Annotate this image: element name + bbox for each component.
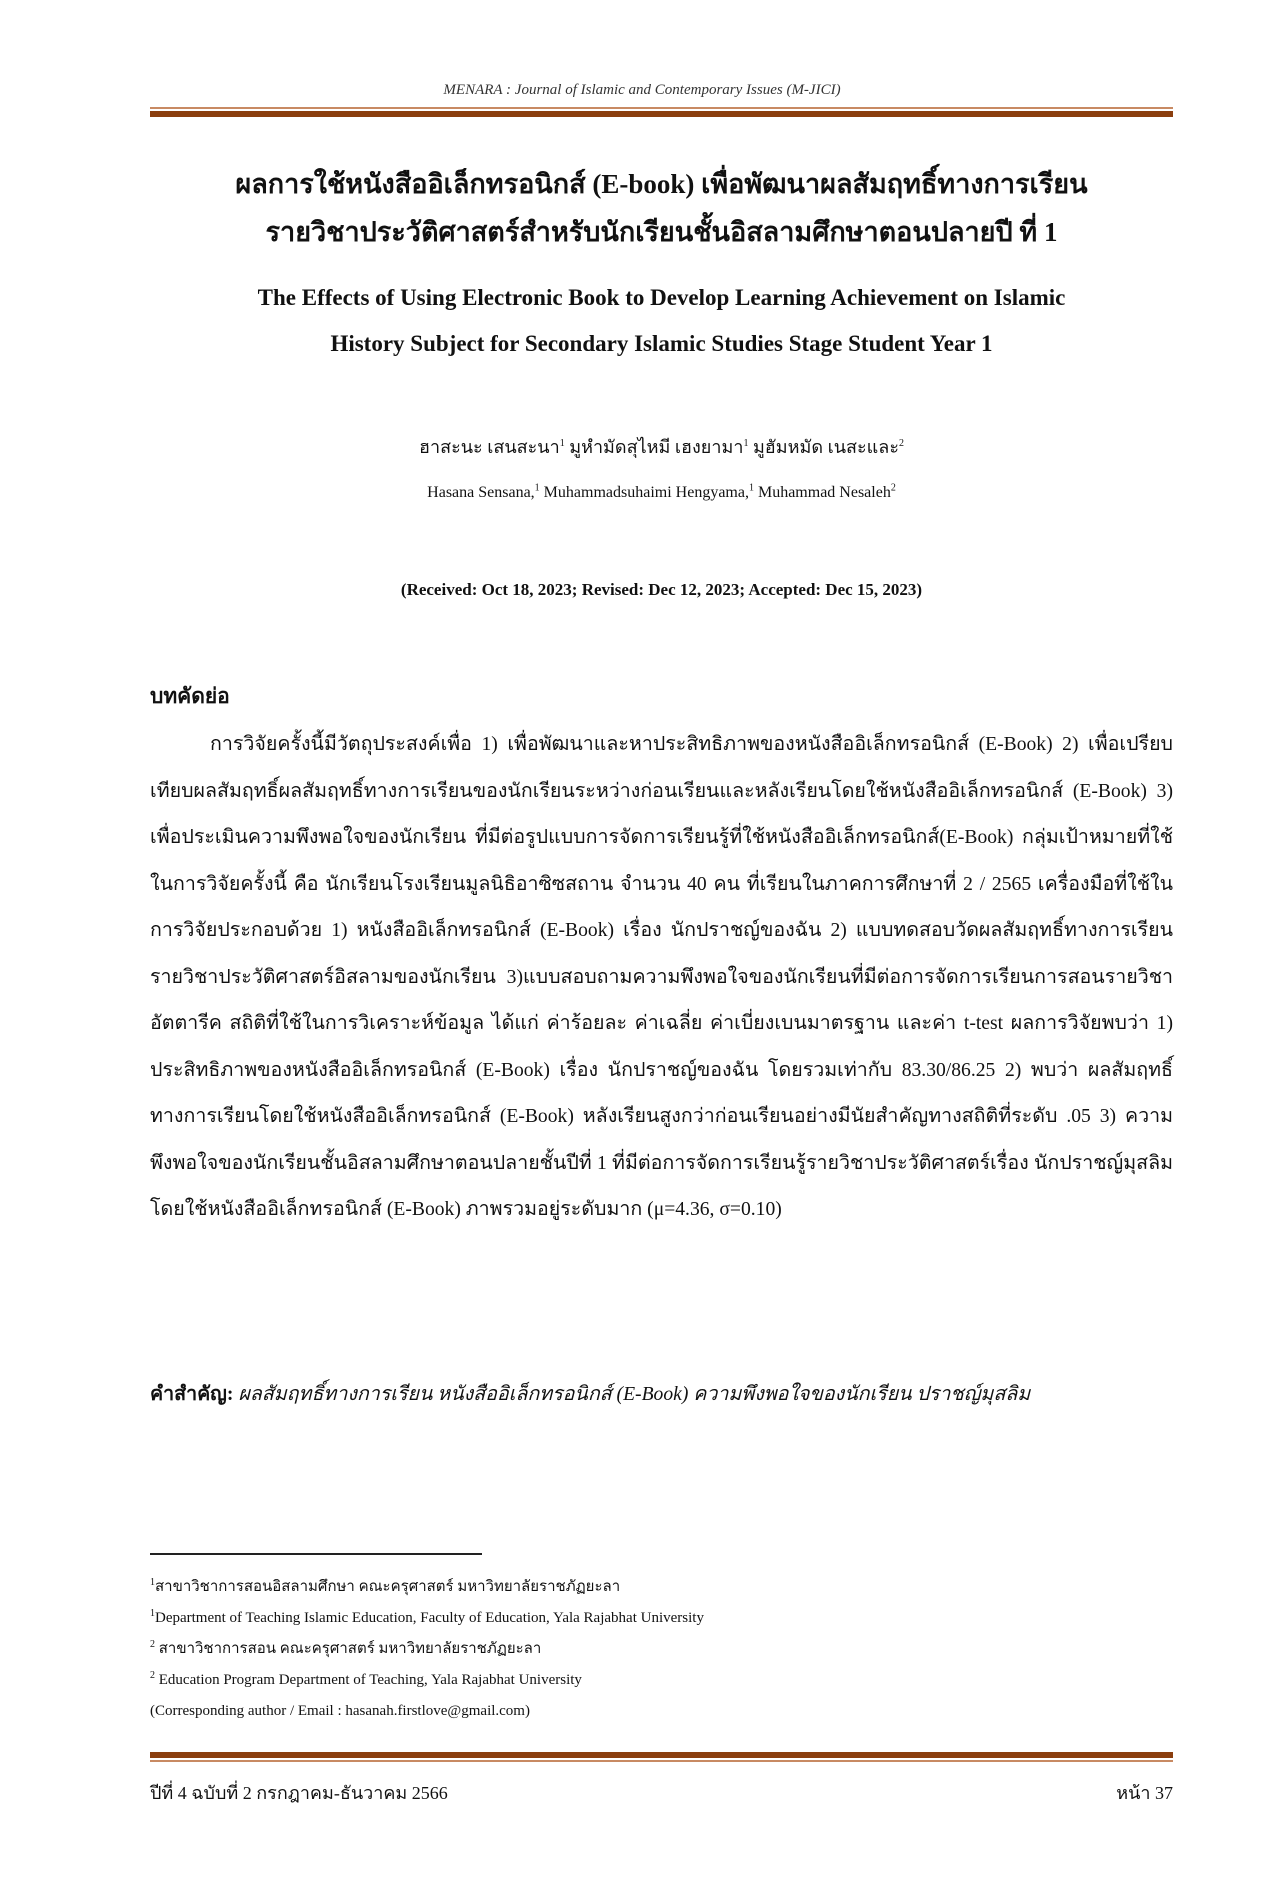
author-name: Muhammad Nesaleh [757, 484, 891, 501]
author-name: มูฮัมหมัด เนสะและ [752, 437, 899, 457]
title-english-line2: History Subject for Secondary Islamic Studies Stage Student Year 1 [330, 331, 993, 356]
footnote-separator [150, 1553, 482, 1555]
author-name: มูหำมัดสุไหมี เฮงยามา [569, 437, 744, 457]
affiliation-marker: 1 [743, 438, 749, 449]
affiliation-marker: 1 [559, 438, 565, 449]
keywords-text: ผลสัมฤทธิ์ทางการเรียน หนังสืออิเล็กทรอนิกส์ (E-Book) ความพึงพอใจของนักเรียน ปราชญ์มุสลิม [238, 1384, 1031, 1405]
running-head: MENARA : Journal of Islamic and Contemporary Issues (M-JICI) [443, 82, 841, 98]
affiliation-marker: 1 [748, 482, 754, 494]
title-thai-line1: ผลการใช้หนังสืออิเล็กทรอนิกส์ (E-book) เพื่อพัฒนาผลสัมฤทธิ์ทางการเรียน [235, 169, 1088, 199]
authors-thai [150, 432, 1173, 461]
footnote [150, 1665, 1173, 1696]
header-rule [150, 107, 1173, 117]
footnote-text: สาขาวิชาการสอน คณะครุศาสตร์ มหาวิทยาลัยราชภัฏยะลา [155, 1641, 542, 1657]
title-english [150, 275, 1173, 367]
footnote-text: Education Program Department of Teaching, Yala Rajabhat University [155, 1672, 582, 1688]
author-name: Hasana Sensana, [427, 484, 535, 501]
issue-info: ปีที่ 4 ฉบับที่ 2 กรกฎาคม-ธันวาคม 2566 [150, 1783, 448, 1803]
corresponding-author: (Corresponding author / Email : hasanah.firstlove@gmail.com) [150, 1703, 530, 1719]
footnote-marker: 1 [150, 1577, 155, 1588]
author-name: Muhammadsuhaimi Hengyama, [543, 484, 749, 501]
submission-dates: (Received: Oct 18, 2023; Revised: Dec 12, 2023; Accepted: Dec 15, 2023) [400, 580, 923, 599]
page-number: หน้า 37 [1116, 1783, 1173, 1803]
title-english-line1: The Effects of Using Electronic Book to Develop Learning Achievement on Islamic [257, 285, 1066, 310]
footnote-marker: 2 [150, 1670, 155, 1681]
author-name: ฮาสะนะ เสนสะนา [418, 437, 560, 457]
abstract-heading: บทคัดย่อ [150, 684, 230, 708]
title-thai [150, 160, 1173, 256]
footnotes [150, 1572, 1173, 1727]
footnote-text: Department of Teaching Islamic Education, Faculty of Education, Yala Rajabhat University [155, 1610, 704, 1626]
header-rule-thick [150, 111, 1173, 117]
footnote-marker: 2 [150, 1639, 155, 1650]
footnote [150, 1572, 1173, 1603]
footnote [150, 1634, 1173, 1665]
abstract-body: การวิจัยครั้งนี้มีวัตถุประสงค์เพื่อ 1) เพื่อพัฒนาและหาประสิทธิภาพของหนังสืออิเล็กทรอนิกส์ (E-Book) 2) เพื่อเปรียบเทียบผลสัมฤทธิ์ผลสัมฤทธิ์ทางการเรียนของนักเรียนระหว่างก่อนเรียนและหลังเรียนโดยใช้หนังสืออิเล็กทรอนิกส์ (E-Book) 3) เพื่อประเมินความพึงพอใจของนักเรียน ที่มีต่อรูปแบบการจัดการเรียนรู้ที่ใช้หนังสืออิเล็กทรอนิกส์(E-Book) กลุ่มเป้าหมายที่ใช้ในการวิจัยครั้งนี้ คือ นักเรียนโรงเรียนมูลนิธิอาซิซสถาน จำนวน 40 คน ที่เรียนในภาคการศึกษาที่ 2 / 2565 เครื่องมือที่ใช้ในการวิจัยประกอบด้วย 1) หนังสืออิเล็กทรอนิกส์ (E-Book) เรื่อง นักปราชญ์ของฉัน 2) แบบทดสอบวัดผลสัมฤทธิ์ทางการเรียนรายวิชาประวัติศาสตร์อิสลามของนักเรียน 3)แบบสอบถามความพึงพอใจของนักเรียนที่มีต่อการจัดการเรียนการสอนรายวิชาอัตตารีค สถิติที่ใช้ในการวิเคราะห์ข้อมูล ได้แก่ ค่าร้อยละ ค่าเฉลี่ย ค่าเบี่ยงเบนมาตรฐาน และค่า t-test ผลการวิจัยพบว่า 1) ประสิทธิภาพของหนังสืออิเล็กทรอนิกส์ (E-Book) เรื่อง นักปราชญ์ของฉัน โดยรวมเท่ากับ 83.30/86.25 2) พบว่า ผลสัมฤทธิ์ทางการเรียนโดยใช้หนังสืออิเล็กทรอนิกส์ (E-Book) หลังเรียนสูงกว่าก่อนเรียนอย่างมีนัยสำคัญทางสถิติที่ระดับ .05 3) ความพึงพอใจของนักเรียนชั้นอิสลามศึกษาตอนปลายชั้นปีที่ 1 ที่มีต่อการจัดการเรียนรู้รายวิชาประวัติศาสตร์เรื่อง นักปราชญ์มุสลิม โดยใช้หนังสืออิเล็กทรอนิกส์ (E-Book) ภาพรวมอยู่ระดับมาก (μ=4.36, σ=0.10) [150, 734, 1173, 1220]
affiliation-marker: 2 [899, 438, 904, 449]
footer-rule-thin [150, 1760, 1173, 1762]
keywords-label: คำสำคัญ: [150, 1384, 234, 1405]
footer-rule [150, 1752, 1173, 1762]
footnote-text: สาขาวิชาการสอนอิสลามศึกษา คณะครุศาสตร์ มหาวิทยาลัยราชภัฏยะลา [155, 1579, 621, 1595]
footnote-marker: 1 [150, 1608, 155, 1619]
title-thai-line2: รายวิชาประวัติศาสตร์สำหรับนักเรียนชั้นอิสลามศึกษาตอนปลายปี ที่ 1 [265, 217, 1058, 247]
footnote [150, 1603, 1173, 1634]
affiliation-marker: 2 [890, 482, 896, 494]
keywords [150, 1372, 1173, 1419]
affiliation-marker: 1 [534, 482, 540, 494]
authors-english [150, 484, 1173, 502]
